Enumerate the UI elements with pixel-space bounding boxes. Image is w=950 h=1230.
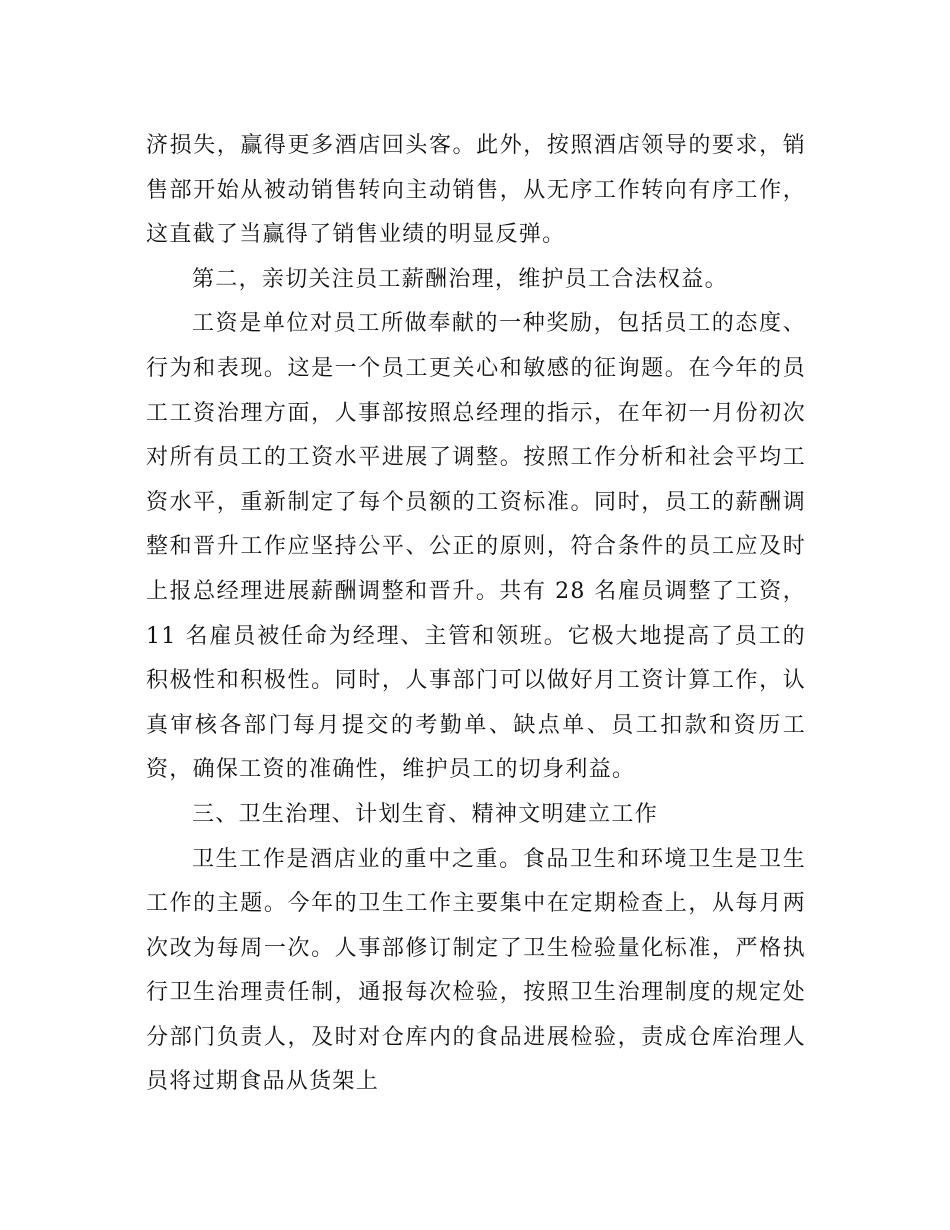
section-heading-salary: 第二，亲切关注员工薪酬治理，维护员工合法权益。	[192, 266, 728, 292]
paragraph-continuation: 济损失，赢得更多酒店回头客。此外，按照酒店领导的要求，销售部开始从被动销售转向主动销售，从无序工作转向有序工作，这直截了当赢得了销售业绩的明显反弹。	[146, 133, 806, 248]
paragraph-hygiene: 卫生工作是酒店业的重中之重。食品卫生和环境卫生是卫生工作的主题。今年的卫生工作主要集中在定期检查上，从每月两次改为每周一次。人事部修订制定了卫生检验量化标准，严格执行卫生治理责任制，通报每次检验，按照卫生治理制度的规定处分部门负责人，及时对仓库内的食品进展检验，责成仓库治理人员将过期食品从货架上	[146, 846, 806, 1095]
paragraph-salary: 工资是单位对员工所做奉献的一种奖励，包括员工的态度、行为和表现。这是一个员工更关心和敏感的征询题。在今年的员工工资治理方面，人事部按照总经理的指示，在年初一月份初次对所有员工的工资水平进展了调整。按照工作分析和社会平均工资水平，重新制定了每个员额的工资标准。同时，员工的薪酬调整和晋升工作应坚持公平、公正的原则，符合条件的员工应及时上报总经理进展薪酬调整和晋升。共有 28 名雇员调整了工资，11 名雇员被任命为经理、主管和领班。它极大地提高了员工的积极性和积极性。同时，人事部门可以做好月工资计算工作，认真审核各部门每月提交的考勤单、缺点单、员工扣款和资历工资，确保工资的准确性，维护员工的切身利益。	[146, 311, 806, 783]
document-body	[146, 124, 806, 1105]
section-heading-hygiene: 三、卫生治理、计划生育、精神文明建立工作	[192, 801, 659, 827]
